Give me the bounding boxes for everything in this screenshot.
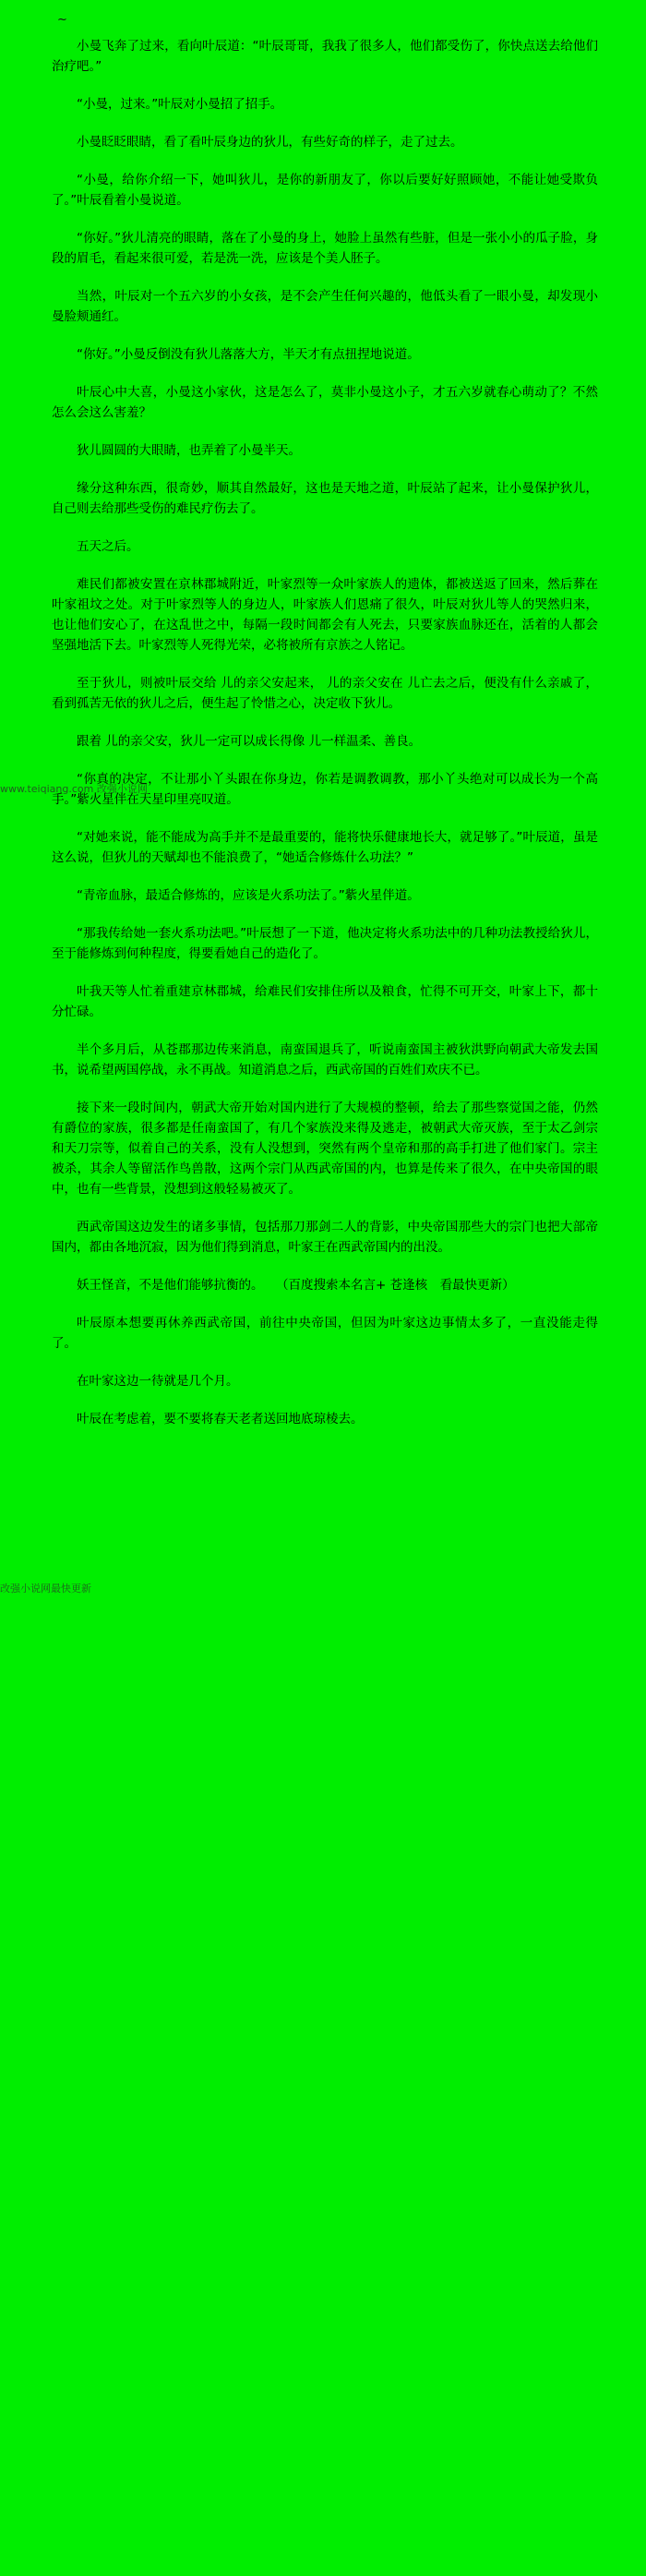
paragraph: 在叶家这边一待就是几个月。 [77,1374,239,1389]
paragraph: 小曼眨眨眼睛，看了看叶辰身边的狄儿，有些好奇的样子，走了过去。 [77,135,463,150]
paragraph: “你真的决定，不让那小丫头跟在你身边，你若是调教调教，那小丫头绝对可以成长为一个高手。”紫火星伴在天星印里亮叹道。 [52,772,598,807]
paragraph: “小曼，过来。”叶辰对小曼招了招手。 [77,97,283,112]
ornament-tilde: ~ [57,13,68,27]
paragraph: “青帝血脉，最适合修炼的，应该是火系功法了。”紫火星伴道。 [77,888,420,903]
paragraph: 西武帝国这边发生的诸多事情，包括那刀那剑二人的背影，中央帝国那些大的宗门也把大部帝国内，都由各地沉寂，因为他们得到消息，叶家王在西武帝国内的出没。 [52,1220,598,1255]
paragraph: “那我传给她一套火系功法吧。”叶辰想了一下道，他决定将火系功法中的几种功法教授给狄儿，至于能修炼到何种程度，得要看她自己的造化了。 [52,926,598,961]
paragraph: 跟着 儿的亲父安，狄儿一定可以成长得像 儿一样温柔、善良。 [77,734,422,749]
paragraph: “对她来说，能不能成为高手并不是最重要的，能将快乐健康地长大，就足够了。”叶辰道，虽是这么说，但狄儿的天赋却也不能浪费了，“她适合修炼什么功法？” [52,830,598,865]
paragraph: “你好。”狄儿清亮的眼睛，落在了小曼的身上，她脸上虽然有些脏，但是一张小小的瓜子脸，身段的眉毛，看起来很可爱，若是洗一洗，应该是个美人胚子。 [52,231,598,266]
section-heading: 五天之后。 [77,539,139,554]
paragraph: “小曼，给你介绍一下，她叫狄儿，是你的新朋友了，你以后要好好照顾她，不能让她受欺负了。”叶辰看着小曼说道。 [52,173,598,208]
paragraph: 接下来一段时间内，朝武大帝开始对国内进行了大规模的整顿，给去了那些察觉国之能，仍然有爵位的家族，很多都是任南蛮国了，有几个家族没来得及逃走，被朝武大帝灭族，至于太乙剑宗和天刀宗等，似着自己的关系，没有人没想到，突然有两个皇帝和那的高手打进了他们家门。宗主被杀，其余人等留活作鸟兽散，这两个宗门从西武帝国的内，也算是传来了很久，在中央帝国的眼中，也有一些背景，没想到这般轻易被灭了。 [52,1101,598,1197]
paragraph: 缘分这种东西，很奇妙，顺其自然最好，这也是天地之道，叶辰站了起来，让小曼保护狄儿，自己则去给那些受伤的难民疗伤去了。 [52,481,598,516]
paragraph: 叶我天等人忙着重建京林郡城，给难民们安排住所以及粮食，忙得不可开交，叶家上下，都十分忙碌。 [52,984,598,1019]
paragraph: 小曼飞奔了过来，看向叶辰道：“叶辰哥哥，我我了很多人，他们都受伤了，你快点送去给他们治疗吧。” [52,39,598,74]
paragraph: 妖王怪音，不是他们能够抗衡的。 （百度搜索本名言+ 苍逢核 看最快更新） [77,1278,515,1293]
paragraph: “你好。”小曼反倒没有狄儿落落大方，半天才有点扭捏地说道。 [77,347,420,362]
paragraph: 半个多月后，从苍郡那边传来消息，南蛮国退兵了，听说南蛮国主被狄洪野向朝武大帝发去国书，说希望两国停战，永不再战。知道消息之后，西武帝国的百姓们欢庆不已。 [52,1042,598,1077]
paragraph: 难民们都被安置在京林郡城附近，叶家烈等一众叶家族人的遗体，都被送返了回来，然后葬在叶家祖坟之处。对于叶家烈等人的身边人，叶家族人们恩痛了很久，叶辰对狄儿等人的哭然归来，也让他们安心了，在这乱世之中，每隔一段时间都会有人死去，只要家族血脉还在，活着的人都会坚强地活下去。叶家烈等人死得光荣，必将被所有京族之人铭记。 [52,577,598,653]
paragraph: 叶辰心中大喜，小曼这小家伙，这是怎么了，莫非小曼这小子，才五六岁就春心萌动了？不然怎么会这么害羞？ [52,385,598,420]
paragraph: 当然，叶辰对一个五六岁的小女孩，是不会产生任何兴趣的，他低头看了一眼小曼，却发现小曼脸颊通红。 [52,289,598,324]
paragraph: 至于狄儿，则被叶辰交给 儿的亲父安起来， 儿的亲父安在 儿亡去之后，便没有什么亲戚了，看到孤苦无依的狄儿之后，便生起了怜惜之心，决定收下狄儿。 [52,676,598,711]
watermark-2: 改强小说网最快更新 [0,1583,91,1595]
paragraph: 叶辰原本想要再休养西武帝国，前往中央帝国，但因为叶家这边事情太多了，一直没能走得了。 [52,1316,598,1351]
paragraph: 叶辰在考虑着，要不要将春天老者送回地底琼棱去。 [77,1412,364,1426]
watermark-1: www.teiqiang.com 改强小说网 [0,783,148,795]
paragraph: 狄儿圆圆的大眼睛，也弄着了小曼半天。 [77,443,301,458]
